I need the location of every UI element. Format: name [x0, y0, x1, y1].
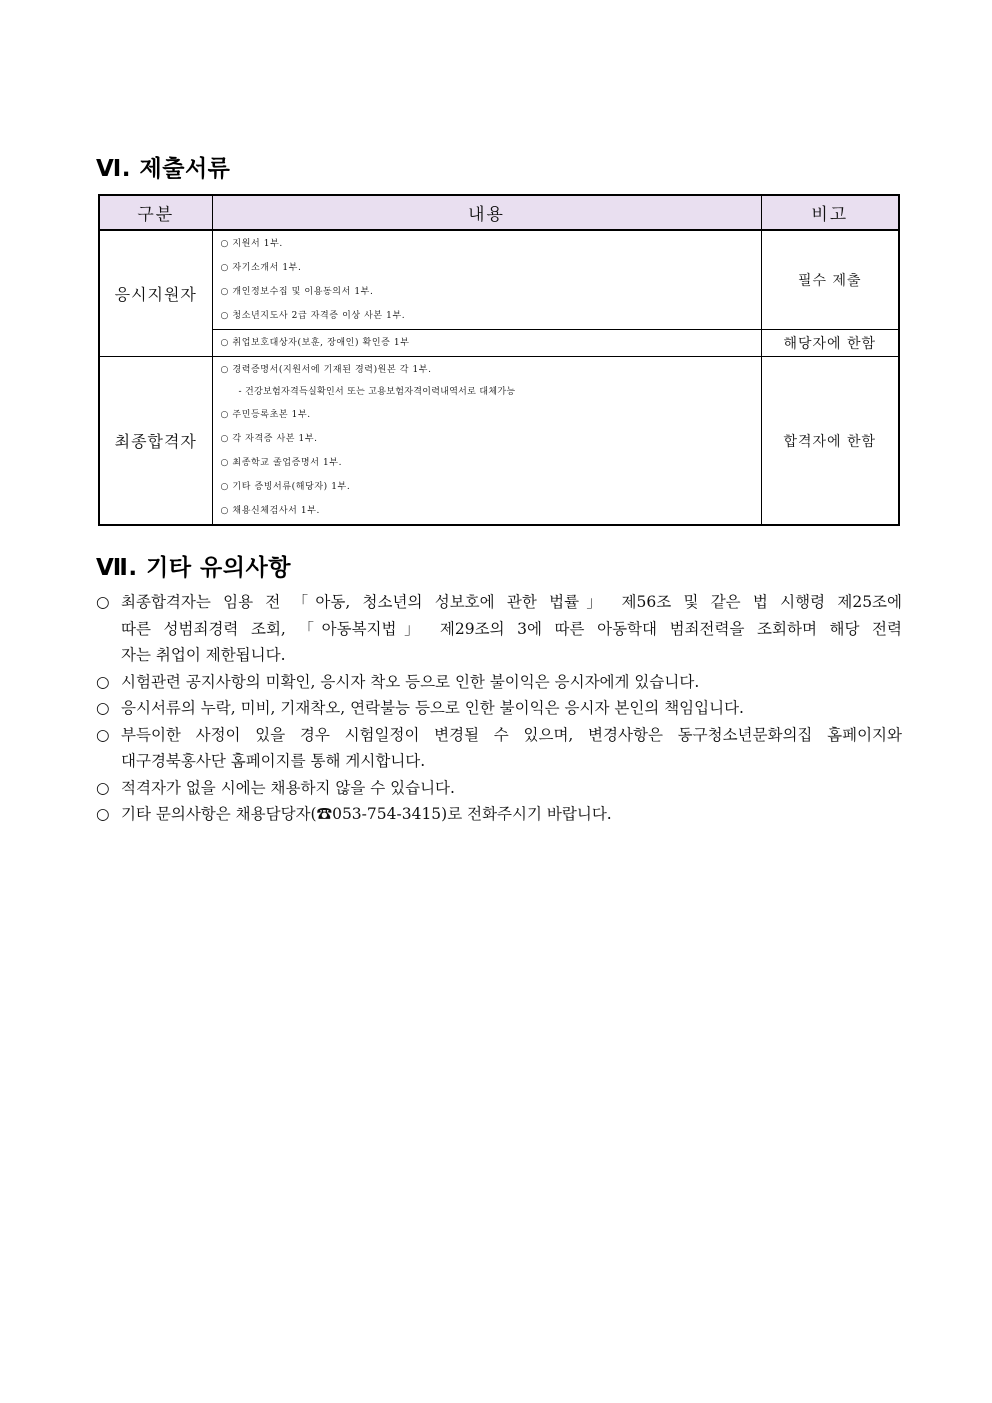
list-item: ○ 최종학교 졸업증명서 1부.	[220, 458, 343, 468]
list-item: ○ 청소년지도사 2급 자격증 이상 사본 1부.	[220, 311, 406, 321]
category-applicants: 응시지원자	[99, 230, 212, 357]
table-row	[99, 230, 899, 330]
list-item	[96, 722, 902, 775]
note-line: 응시서류의 누락, 미비, 기재착오, 연락불능 등으로 인한 불이익은 응시자 본인의 책임입니다.	[121, 699, 744, 717]
circle-bullet-icon: ○	[96, 593, 110, 611]
list-item	[96, 589, 902, 669]
list-item: ○ 취업보호대상자(보훈, 장애인) 확인증 1부	[220, 338, 410, 348]
header-content: 내용	[212, 195, 761, 230]
section-7-title: Ⅶ. 기타 유의사항	[96, 555, 291, 581]
note-line: 시험관련 공지사항의 미확인, 응시자 착오 등으로 인한 불이익은 응시자에게 있습니다.	[121, 672, 700, 691]
note-line: 기타 문의사항은 채용담당자(☎053-754-3415)로 전화주시기 바랍니다.	[121, 805, 612, 823]
table-row	[99, 330, 899, 357]
note-line: 적격자가 없을 시에는 채용하지 않을 수 있습니다.	[121, 778, 455, 797]
list-item	[96, 775, 902, 802]
note-line: 따른 성범죄경력 조회, 「아동복지법」 제29조의 3에 따른 아동학대 범죄전력을 조회하며 해당 전력	[121, 619, 902, 638]
list-subitem: - 건강보험자격득실확인서 또는 고용보험자격이력내역서로 대체가능	[238, 387, 516, 397]
list-item	[96, 695, 902, 722]
note-line: 부득이한 사정이 있을 경우 시험일정이 변경될 수 있으며, 변경사항은 동구청소년문화의집 홈페이지와	[121, 725, 902, 744]
content-cell	[212, 357, 761, 526]
note-line: 자는 취업이 제한됩니다.	[121, 646, 286, 664]
section-6-title: Ⅵ. 제출서류	[96, 156, 231, 182]
documents-table	[98, 194, 900, 526]
circle-bullet-icon: ○	[96, 805, 110, 823]
list-item: ○ 각 자격증 사본 1부.	[220, 434, 318, 444]
content-cell	[212, 330, 761, 357]
list-item: ○ 주민등록초본 1부.	[220, 410, 311, 420]
list-item: ○ 채용신체검사서 1부.	[220, 506, 321, 516]
remark-if-applicable: 해당자에 한함	[761, 330, 899, 357]
header-category: 구분	[99, 195, 212, 230]
list-item: ○ 지원서 1부.	[220, 239, 283, 249]
list-item: ○ 개인정보수집 및 이용동의서 1부.	[220, 287, 374, 297]
list-item: ○ 기타 증빙서류(해당자) 1부.	[220, 482, 351, 492]
remark-required: 필수 제출	[761, 230, 899, 330]
table-row	[99, 357, 899, 526]
circle-bullet-icon: ○	[96, 725, 110, 744]
list-item	[96, 669, 902, 696]
list-item: ○ 경력증명서(지원서에 기재된 경력)원본 각 1부.	[220, 365, 432, 375]
note-line: 최종합격자는 임용 전 「아동, 청소년의 성보호에 관한 법률」 제56조 및 같은 법 시행령 제25조에	[121, 593, 902, 611]
list-item	[96, 801, 902, 828]
remark-successful-only: 합격자에 한함	[761, 357, 899, 526]
circle-bullet-icon: ○	[96, 672, 110, 691]
table-header-row	[99, 195, 899, 230]
content-cell	[212, 230, 761, 330]
circle-bullet-icon: ○	[96, 778, 110, 797]
list-item: ○ 자기소개서 1부.	[220, 263, 302, 273]
circle-bullet-icon: ○	[96, 699, 110, 717]
note-line: 대구경북홍사단 홈페이지를 통해 게시합니다.	[121, 752, 426, 770]
notes-list	[96, 589, 902, 828]
header-remarks: 비고	[761, 195, 899, 230]
category-final-successful: 최종합격자	[99, 357, 212, 526]
